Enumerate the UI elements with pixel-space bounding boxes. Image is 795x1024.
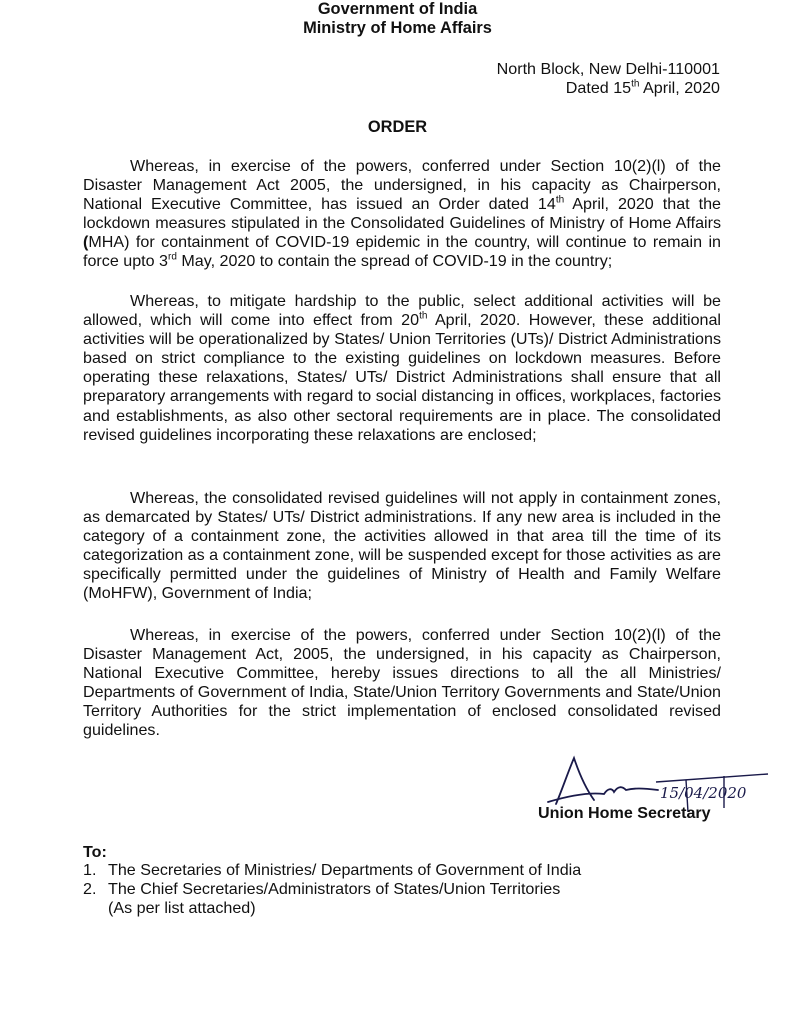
recipients-list [83, 861, 733, 918]
list-item: 1. The Secretaries of Ministries/ Departments of Government of India [83, 861, 582, 879]
list-item: 2. The Chief Secretaries/Administrators of States/Union Territories [83, 880, 561, 898]
handwritten-date: 15/04/2020 [660, 784, 747, 802]
header-ministry: Ministry of Home Affairs [303, 19, 492, 37]
paragraph-2: Whereas, to mitigate hardship to the public, select additional activities will be allowed, which will come into effect from 20th April, 2020. However, these additional activities will be operationalized by States/ Union Territories (UTs)/ District Administrations based on strict compliance to the existing guidelines on lockdown measures. Before operating these relaxations, States/ UTs/ District Administrations shall ensure that all preparatory arrangements with regard to social distancing in offices, workplaces, factories and establishments, as also other sectoral requirements are in place. The consolidated revised guidelines incorporating these relaxations are enclosed; [83, 292, 721, 444]
handwritten-signature [538, 752, 788, 812]
recipients-note: (As per list attached) [108, 899, 256, 917]
paragraph-1: Whereas, in exercise of the powers, conferred under Section 10(2)(l) of the Disaster Management Act 2005, the undersigned, in his capacity as Chairperson, National Executive Committee, has issued an Order dated 14th April, 2020 that the lockdown measures stipulated in the Consolidated Guidelines of Ministry of Home Affairs (MHA) for containment of COVID-19 epidemic in the country, will continue to remain in force upto 3rd May, 2020 to contain the spread of COVID-19 in the country; [83, 157, 721, 271]
paragraph-4: Whereas, in exercise of the powers, conferred under Section 10(2)(l) of the Disaster Management Act, 2005, the undersigned, in his capacity as Chairperson, National Executive Committee, hereby issues directions to all the all Ministries/ Departments of Government of India, State/Union Territory Governments and State/Union Territory Authorities for the strict implementation of enclosed consolidated revised guidelines. [83, 626, 721, 740]
signatory-title: Union Home Secretary [538, 804, 711, 822]
header-government: Government of India [317, 0, 478, 18]
address-date: Dated 15th April, 2020 [565, 78, 720, 97]
order-title: ORDER [367, 118, 428, 136]
recipients-label: To: [83, 843, 107, 861]
address-location: North Block, New Delhi-110001 [496, 60, 720, 78]
paragraph-3: Whereas, the consolidated revised guidelines will not apply in containment zones, as demarcated by States/ UTs/ District administrations. If any new area is included in the category of a containment zone, the activities allowed in that area till the time of its categorization as a containment zone, will be suspended except for those activities as are specifically permitted under the guidelines of Ministry of Health and Family Welfare (MoHFW), Government of India; [83, 489, 721, 603]
